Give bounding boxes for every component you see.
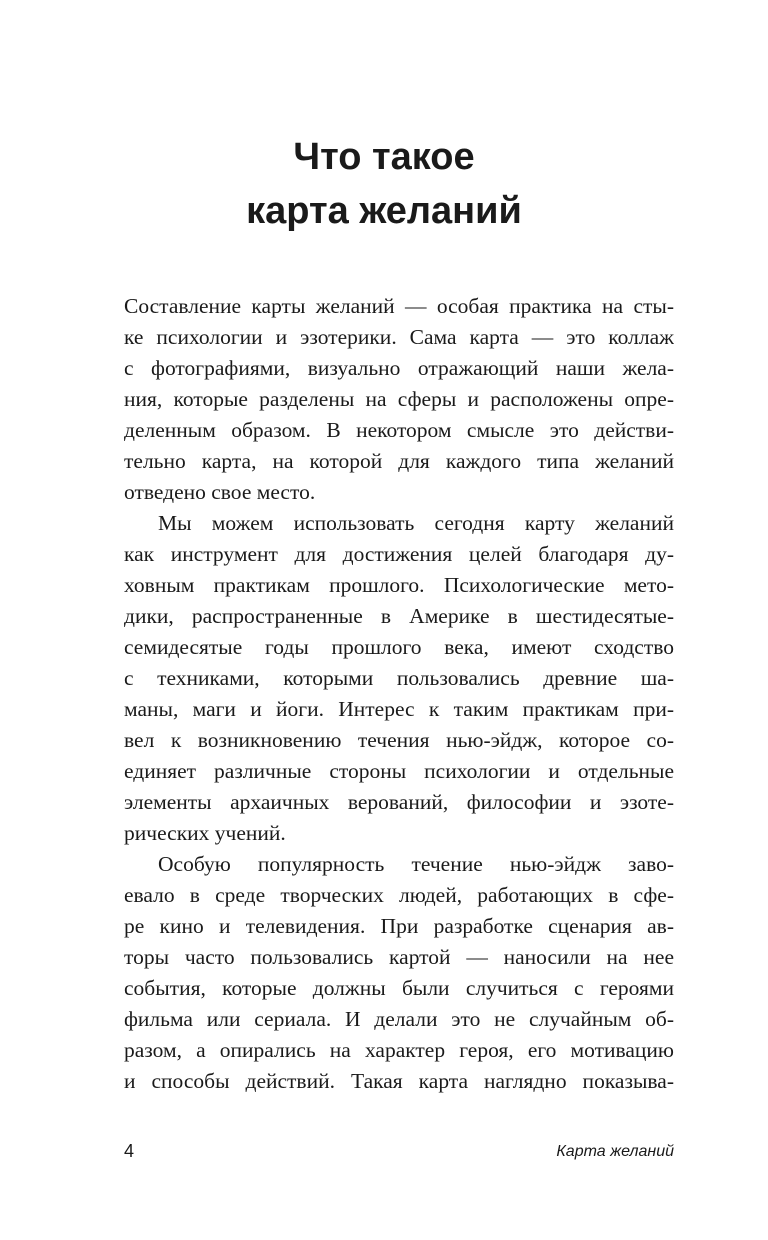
text-line: как инструмент для достижения целей благодаря ду- bbox=[124, 542, 674, 566]
page-number: 4 bbox=[124, 1141, 135, 1161]
text-line: с техниками, которыми пользовались древние ша- bbox=[124, 666, 674, 690]
text-line: события, которые должны были случиться с героями bbox=[124, 976, 674, 1000]
text-line: ке психологии и эзотерики. Сама карта — это коллаж bbox=[124, 325, 674, 349]
text-line: с фотографиями, визуально отражающий наши жела- bbox=[124, 356, 674, 380]
text-line: маны, маги и йоги. Интерес к таким практикам при- bbox=[124, 697, 674, 721]
text-line: деленным образом. В некотором смысле это действи- bbox=[124, 418, 674, 442]
text-line: Особую популярность течение нью-эйдж заво- bbox=[158, 852, 674, 876]
text-line: Мы можем использовать сегодня карту желаний bbox=[158, 511, 674, 535]
running-title: Карта желаний bbox=[556, 1143, 674, 1160]
text-line: семидесятые годы прошлого века, имеют сходство bbox=[124, 635, 674, 659]
text-line: отведено свое место. bbox=[124, 480, 316, 504]
text-line: ховным практикам прошлого. Психологические мето- bbox=[124, 573, 674, 597]
text-line: вел к возникновению течения нью-эйдж, которое со- bbox=[124, 728, 674, 752]
text-line: дики, распространенные в Америке в шестидесятые- bbox=[124, 604, 674, 628]
text-line: и способы действий. Такая карта наглядно показыва- bbox=[124, 1069, 674, 1093]
text-line: элементы архаичных верований, философии и эзоте- bbox=[124, 790, 674, 814]
body-text bbox=[124, 291, 674, 1097]
text-line: разом, а опирались на характер героя, его мотивацию bbox=[124, 1038, 674, 1062]
text-line: фильма или сериала. И делали это не случайным об- bbox=[124, 1007, 674, 1031]
chapter-title bbox=[0, 130, 768, 238]
text-line: Составление карты желаний — особая практика на сты- bbox=[124, 294, 674, 318]
text-line: единяет различные стороны психологии и отдельные bbox=[124, 759, 674, 783]
text-line: ния, которые разделены на сферы и расположены опре- bbox=[124, 387, 674, 411]
chapter-title-line-2: карта желаний bbox=[246, 190, 522, 232]
text-line: евало в среде творческих людей, работающих в сфе- bbox=[124, 883, 674, 907]
text-line: рических учений. bbox=[124, 821, 286, 845]
text-line: торы часто пользовались картой — наносили на нее bbox=[124, 945, 674, 969]
text-line: тельно карта, на которой для каждого типа желаний bbox=[124, 449, 674, 473]
text-line: ре кино и телевидения. При разработке сценария ав- bbox=[124, 914, 674, 938]
chapter-title-line-1: Что такое bbox=[293, 136, 475, 178]
